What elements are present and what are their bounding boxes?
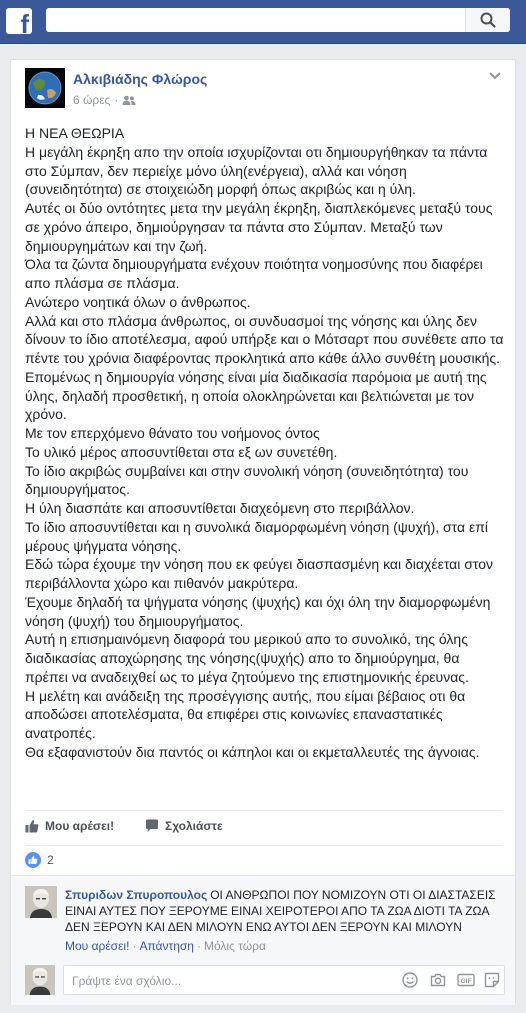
search-icon bbox=[480, 12, 496, 28]
post-paragraph: Με τον επερχόμενο θάνατο του νοήμονος όντος bbox=[25, 425, 320, 441]
post-paragraph: Επομένως η δημιουργία νόησης είναι μία διαδικασία παρόμοια με αυτή της ύλης, δηλαδή προσθετική, η οποία ολοκληρώνεται και βελτιώνεται με τον χρόνο. bbox=[25, 368, 491, 423]
chevron-down-icon[interactable] bbox=[489, 72, 501, 80]
camera-icon[interactable] bbox=[430, 972, 446, 988]
comment-time[interactable]: Μόλις τώρα bbox=[203, 939, 266, 953]
meta-separator: · bbox=[114, 93, 119, 107]
post-paragraph: Αλλά και στο πλάσμα άνθρωπος, οι συνδυασμοί της νόησης και ύλης δεν δίνουν το ίδιο αποτέλεσμα, αφού υπήρξε και ο Μότσαρτ που συνέθετε απο τα πέντε του χρόνια διαφέροντας προκλητικά απο κάθε άλλο συνθέτη μουσικής. bbox=[25, 312, 508, 366]
post-paragraph: Θα εξαφανιστούν δια παντός οι κάπηλοι και οι εκμεταλλευτές της άγνοιας. bbox=[25, 743, 480, 760]
post-card bbox=[10, 59, 516, 1005]
friends-icon[interactable] bbox=[122, 95, 136, 105]
facebook-logo[interactable]: f bbox=[6, 8, 32, 34]
post-paragraph: Το ίδιο ακριβώς συμβαίνει και στην συνολική νόηση (συνειδητότητα) του δημιουργήματος. bbox=[25, 462, 473, 498]
comment-composer[interactable] bbox=[63, 965, 505, 995]
separator: · bbox=[132, 939, 137, 953]
post-paragraph: Έχουμε δηλαδή τα ψήγματα νόησης (ψυχής) και όχι όλη την διαμορφωμένη νόηση (ψυχή) του δημιουργήματος. bbox=[25, 593, 495, 629]
top-bar bbox=[0, 0, 526, 44]
emoji-icon[interactable] bbox=[402, 972, 418, 988]
separator: · bbox=[196, 939, 201, 953]
gif-icon[interactable] bbox=[457, 972, 475, 988]
post-paragraph: Αυτή η επισημαινόμενη διαφορά του μερικού απο το συνολικό, της όλης διαδικασίας αποχώρησης της νόησης(ψυχής) απο το δημιούργημα, θα πρέπει να αναδειχθεί ως το μέγα ζητούμενο της επιστημονικής έρευνας. bbox=[25, 631, 472, 685]
thumbs-up-icon bbox=[25, 819, 39, 833]
post-paragraph: Εδώ τώρα έχουμε την νόηση που εκ φεύγει διασπασμένη και διαχέεται στον περιβάλλοντα χώρο και πιθανόν μακρύτερα. bbox=[25, 556, 497, 591]
search-button[interactable] bbox=[465, 8, 510, 32]
commenter-name[interactable]: Σπυριδων Σπυροπουλος bbox=[65, 888, 208, 902]
like-reaction-icon bbox=[25, 852, 41, 868]
post-time[interactable]: 6 ώρες bbox=[73, 93, 111, 107]
post-paragraph: Το υλικό μέρος αποσυντίθεται στα εξ ων συνετέθη. bbox=[25, 443, 338, 460]
comment-body bbox=[65, 887, 500, 935]
comment-like-link[interactable]: Μου αρέσει! bbox=[65, 939, 130, 953]
post-actions bbox=[25, 810, 503, 846]
post-paragraph: Το ίδιο αποσυντίθεται και η συνολικά διαμορφωμένη νόηση (ψυχή), στα επί μέρους ψήγματα νόησης. bbox=[25, 518, 492, 554]
post-paragraph: Η ύλη διασπάτε και αποσυντίθεται διαχεόμενη στο περιβάλλον. bbox=[25, 500, 415, 516]
comment-label: Σχολιάστε bbox=[165, 819, 223, 833]
post-paragraph: Όλα τα ζώντα δημιουργήματα ενέχουν ποιότητα νοημοσύνης που διαφέρει απο πλάσμα σε πλάσμα. bbox=[25, 256, 487, 291]
comment-actions bbox=[65, 939, 266, 953]
post-paragraph: Η μεγάλη έκρηξη απο την οποία ισχυρίζονται οτι δημιουργήθηκαν τα πάντα στο Σύμπαν, δεν περιείχε μόνο ύλη(ενέργεια), αλλά και νόηση (συνειδητότητα) σε στοιχειώδη μορφή όπως ακριβώς και η ύλη. bbox=[25, 143, 492, 198]
like-label: Μου αρέσει! bbox=[45, 819, 115, 833]
comment-button[interactable] bbox=[145, 811, 223, 841]
reactions-summary[interactable] bbox=[25, 850, 54, 870]
comments-section bbox=[11, 875, 515, 1005]
comment-input[interactable] bbox=[70, 970, 374, 992]
comment-reply-link[interactable]: Απάντηση bbox=[139, 939, 194, 953]
post-paragraph: Αυτές οι δύο οντότητες μετα την μεγάλη έκρηξη, διαπλεκόμενες μεταξύ τους σε χρόνο άπειρο, δημιούργησαν τα πάντα στο Σύμπαν. Μεταξύ των δημιουργημάτων και την ζωή. bbox=[25, 200, 497, 254]
svg-text:GIF: GIF bbox=[460, 978, 472, 985]
current-user-avatar bbox=[25, 965, 55, 995]
like-button[interactable] bbox=[25, 811, 114, 841]
post-paragraph: Ανώτερο νοητικά όλων ο άνθρωπος. bbox=[25, 293, 251, 310]
comment-text: ΟΙ ΑΝΘΡΩΠΟΙ ΠΟΥ ΝΟΜΙΖΟΥΝ ΟΤΙ ΟΙ ΔΙΑΣΤΑΣΕΙΣ ΕΙΝΑΙ ΑΥΤΕΣ ΠΟΥ ΞΕΡΟΥΜΕ ΕΙΝΑΙ ΧΕΙΡΟΤΕΡΟΙ ΑΠΟ ΤΑ ΖΩΑ ΔΙΟΤΙ ΤΑ ΖΩΑ ΔΕΝ ΞΕΡΟΥΝ ΚΑΙ ΔΕΝ ΜΙΛΟΥΝ ΕΝΩ ΑΥΤΟΙ ΔΕΝ ΞΕΡΟΥΝ ΚΑΙ ΜΙΛΟΥΝ bbox=[65, 888, 496, 934]
author-name[interactable]: Αλκιβιάδης Φλώρος bbox=[73, 71, 208, 87]
author-avatar[interactable] bbox=[25, 68, 65, 108]
comment-icon bbox=[145, 819, 159, 833]
post-paragraph: Η μελέτη και ανάδειξη της προσέγγισης αυτής, που είμαι βέβαιος οτι θα αποδώσει αποτελέσματα, θα επιφέρει στις κοινωνίες επαναστατικές ανατροπές. bbox=[25, 687, 470, 741]
sticker-icon[interactable] bbox=[484, 972, 500, 988]
post-meta bbox=[73, 93, 136, 107]
post-text bbox=[25, 124, 508, 762]
commenter-avatar[interactable] bbox=[25, 886, 57, 918]
post-paragraph: Η ΝΕΑ ΘΕΩΡΙΑ bbox=[25, 125, 125, 141]
like-count: 2 bbox=[47, 853, 54, 867]
search-bar[interactable] bbox=[46, 8, 510, 32]
